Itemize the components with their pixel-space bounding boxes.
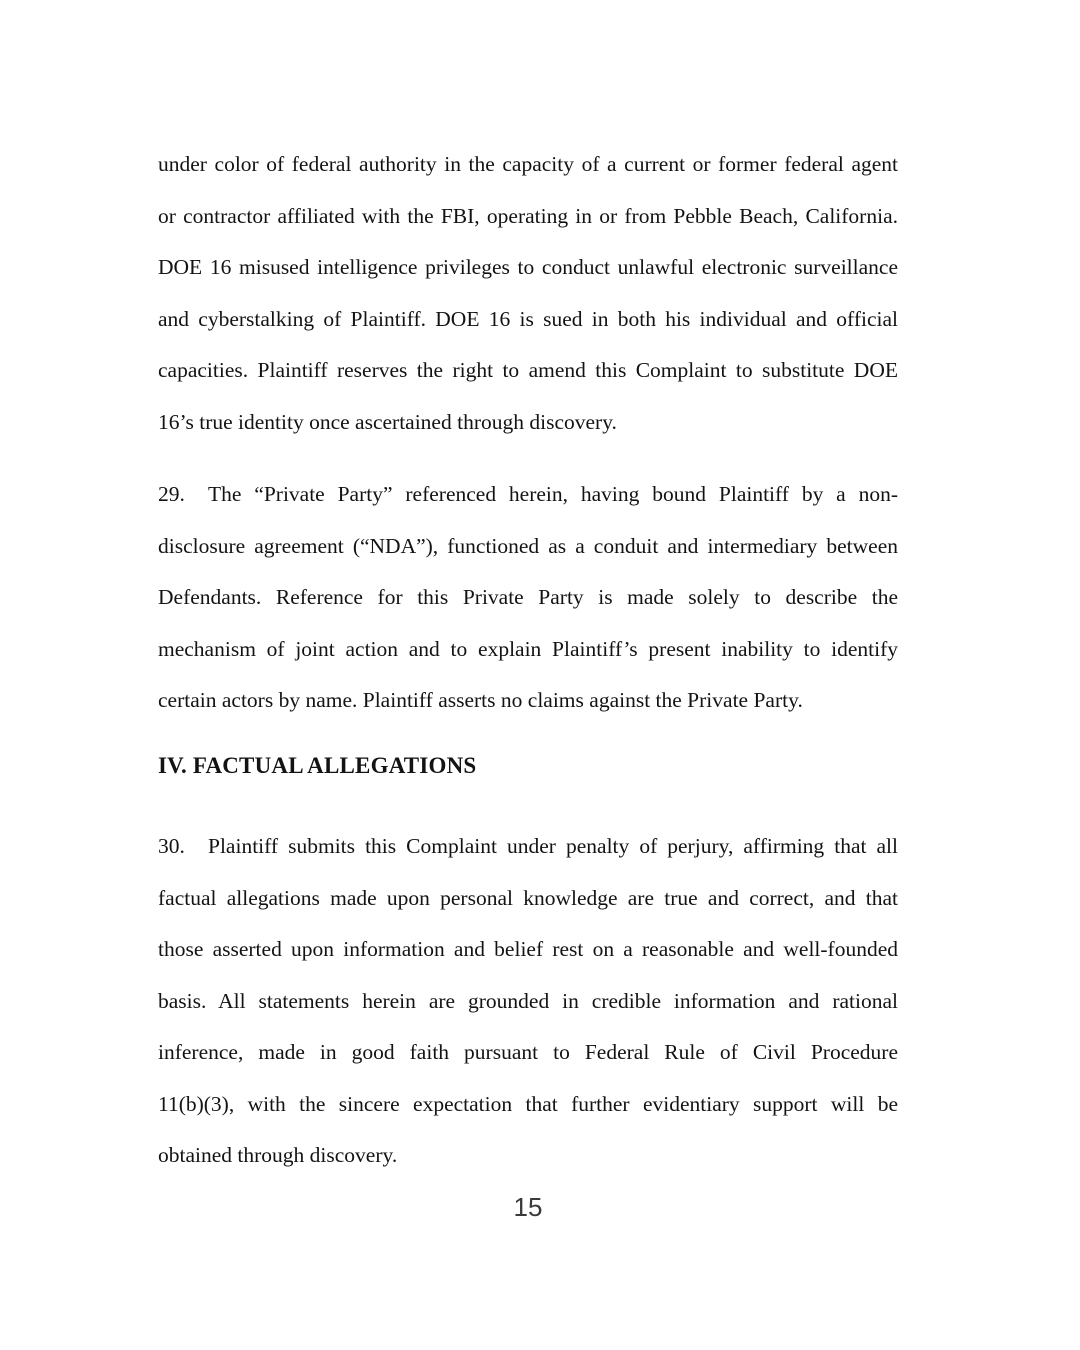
text-line: 29. The “Private Party” referenced herein, having bound Plaintiff by a non-	[158, 469, 898, 521]
page-number: 15	[513, 1192, 543, 1222]
text-line: disclosure agreement (“NDA”), functioned as a conduit and intermediary between	[158, 533, 898, 558]
text-line: 30. Plaintiff submits this Complaint under penalty of perjury, affirming that all	[158, 821, 898, 873]
text-line: Defendants. Reference for this Private Party is made solely to describe the	[158, 585, 898, 609]
paragraph-number: 29.	[158, 482, 185, 506]
numbered-paragraph	[158, 469, 898, 727]
text-line: 11(b)(3), with the sincere expectation that further evidentiary support will be	[158, 1091, 898, 1116]
paragraph-number: 30.	[158, 834, 185, 858]
text-line: and cyberstalking of Plaintiff. DOE 16 is sued in both his individual and official	[158, 306, 898, 331]
text-line: those asserted upon information and belief rest on a reasonable and well-founded	[158, 937, 898, 961]
text-line: basis. All statements herein are grounded in credible information and rational	[158, 988, 898, 1013]
text-line: 16’s true identity once ascertained through discovery.	[158, 409, 617, 434]
text-line: capacities. Plaintiff reserves the right to amend this Complaint to substitute DOE	[158, 358, 898, 382]
text-line: factual allegations made upon personal knowledge are true and correct, and that	[158, 885, 898, 910]
text-line: DOE 16 misused intelligence privileges to conduct unlawful electronic surveillance	[158, 255, 898, 279]
numbered-paragraph	[158, 821, 898, 1182]
text-line: or contractor affiliated with the FBI, operating in or from Pebble Beach, California.	[158, 203, 898, 228]
text-line: under color of federal authority in the capacity of a current or former federal agent	[158, 152, 898, 176]
document-body	[158, 139, 898, 1182]
text-line: certain actors by name. Plaintiff asserts no claims against the Private Party.	[158, 688, 803, 712]
section-heading: IV. FACTUAL ALLEGATIONS	[158, 752, 477, 778]
body-paragraph	[158, 139, 898, 448]
text-line: mechanism of joint action and to explain Plaintiff’s present inability to identify	[158, 636, 898, 661]
text-line: inference, made in good faith pursuant to Federal Rule of Civil Procedure	[158, 1040, 898, 1064]
text-line: obtained through discovery.	[158, 1143, 398, 1167]
